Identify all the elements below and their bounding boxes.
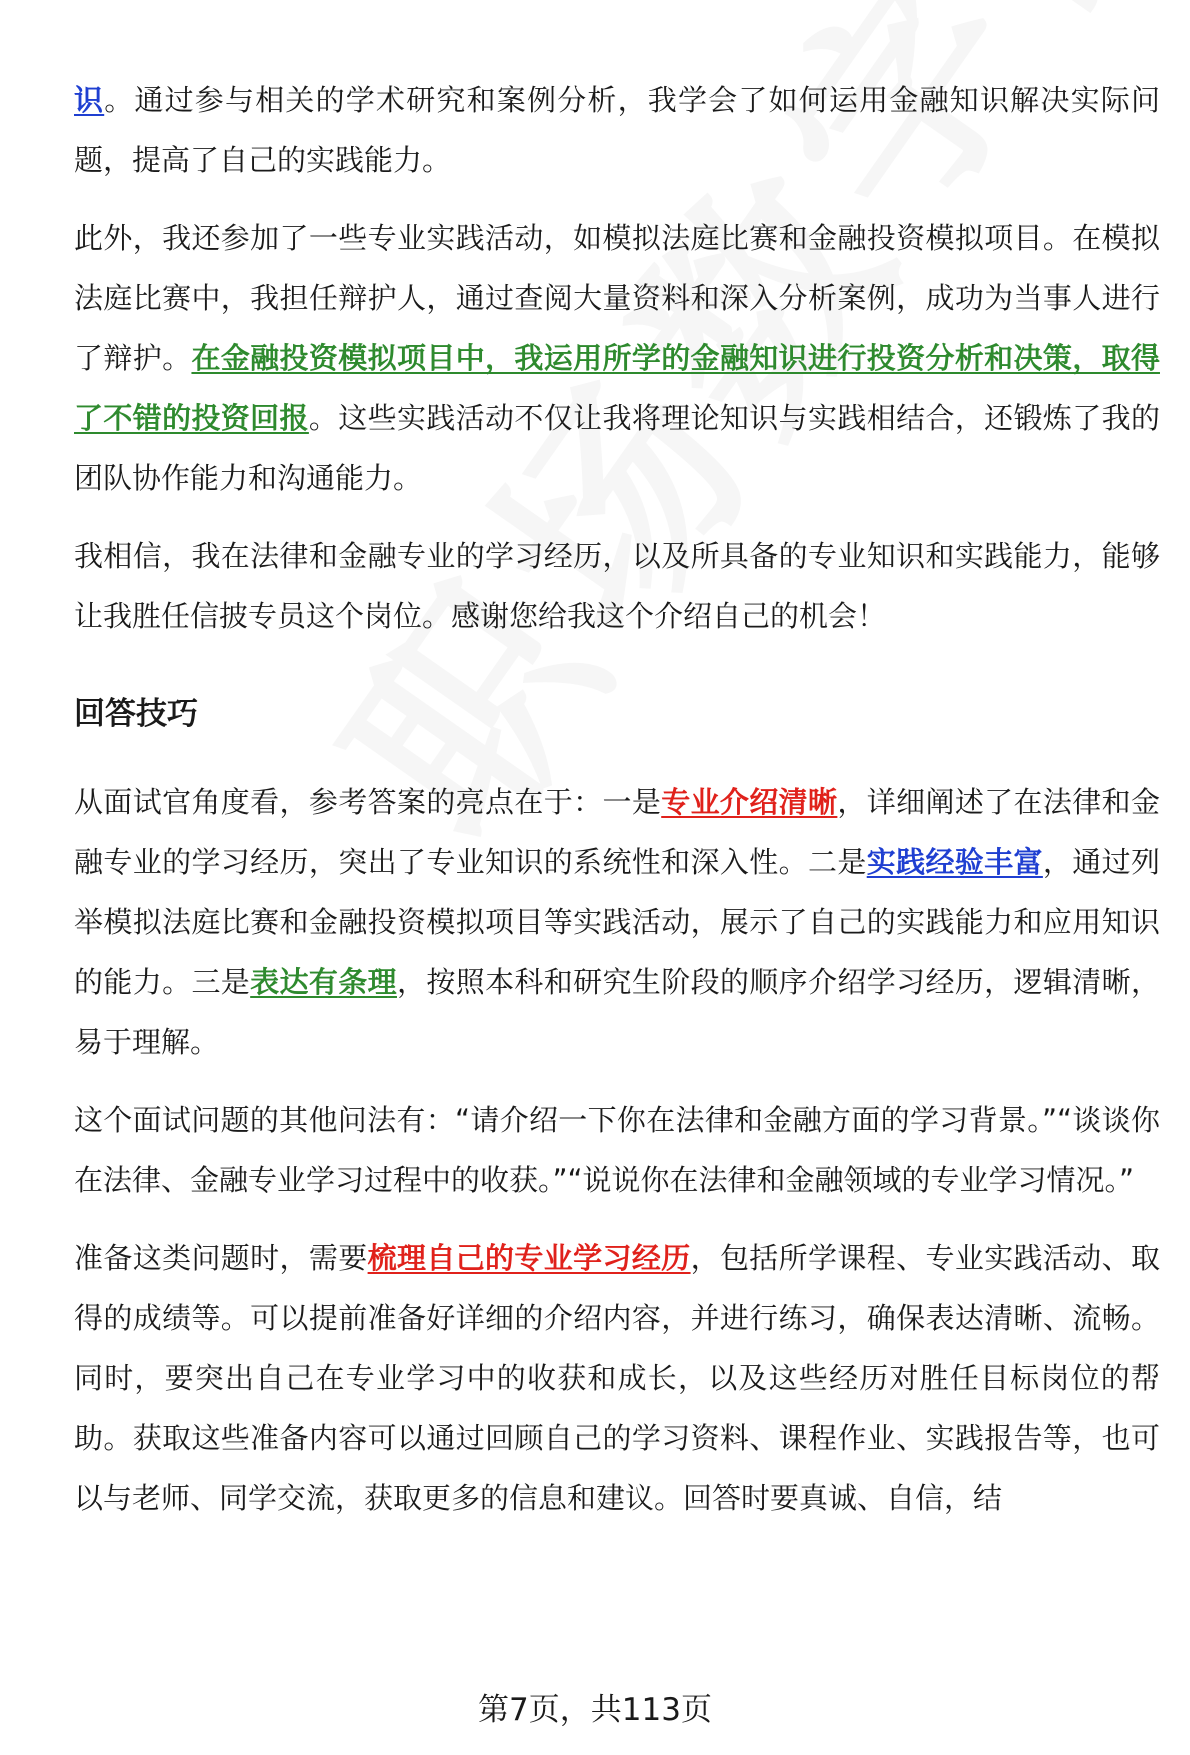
- paragraph-practice-activities: [74, 208, 1160, 508]
- section-heading: 回答技巧: [74, 696, 198, 732]
- page-number: 第7页，共113页: [478, 1692, 712, 1728]
- highlight-clear-introduction: 专业介绍清晰: [661, 785, 838, 819]
- paragraph-highlights: [74, 772, 1160, 1072]
- paragraph-text: 准备这类问题时，需要: [74, 1241, 368, 1275]
- paragraph-text: ，按照本科和研究生阶段的顺序介绍学习经历，逻辑清晰，易于理解。: [74, 965, 1160, 1059]
- highlight-rich-experience: 实践经验丰富: [866, 845, 1043, 879]
- document-body: [74, 70, 1160, 1528]
- highlight-knowledge: 识: [74, 83, 105, 117]
- paragraph-alternative-questions: [74, 1090, 1160, 1210]
- paragraph-text: 从面试官角度看，参考答案的亮点在于：一是: [74, 785, 662, 819]
- paragraph-text: ，包括所学课程、专业实践活动、取得的成绩等。可以提前准备好详细的介绍内容，并进行练习，确保表达清晰、流畅。同时，要突出自己在专业学习中的收获和成长，以及这些经历对胜任目标岗位的帮助。获取这些准备内容可以通过回顾自己的学习资料、课程作业、实践报告等，也可以与老师、同学交流，获取更多的信息和建议。回答时要真诚、自信，结: [74, 1241, 1160, 1515]
- paragraph-text: 此外，我还参加了一些专业实践活动，如模拟法庭比赛和金融投资模拟项目。在模拟法庭比赛中，我担任辩护人，通过查阅大量资料和深入分析案例，成功为当事人进行了辩护。: [74, 221, 1160, 375]
- paragraph-text: ，详细阐述了在法律和金融专业的学习经历，突出了专业知识的系统性和深入性。二是: [74, 785, 1160, 879]
- paragraph-preparation: [74, 1228, 1160, 1528]
- paragraph-text: 。这些实践活动不仅让我将理论知识与实践相结合，还锻炼了我的团队协作能力和沟通能力。: [74, 401, 1160, 495]
- paragraph-text: 。通过参与相关的学术研究和案例分析，我学会了如何运用金融知识解决实际问题，提高了自己的实践能力。: [74, 83, 1160, 177]
- paragraph-text: 这个面试问题的其他问法有：“请介绍一下你在法律和金融方面的学习背景。”“谈谈你在法律、金融专业学习过程中的收获。”“说说你在法律和金融领域的专业学习情况。”: [74, 1103, 1160, 1197]
- paragraph-academic-research: [74, 70, 1160, 190]
- paragraph-text: 我相信，我在法律和金融专业的学习经历，以及所具备的专业知识和实践能力，能够让我胜任信披专员这个岗位。感谢您给我这个介绍自己的机会！: [74, 539, 1160, 633]
- highlight-organized-expression: 表达有条理: [250, 965, 397, 999]
- paragraph-text: ，通过列举模拟法庭比赛和金融投资模拟项目等实践活动，展示了自己的实践能力和应用知识的能力。三是: [74, 845, 1160, 999]
- highlight-review-experience: 梳理自己的专业学习经历: [367, 1241, 691, 1275]
- paragraph-conclusion: [74, 526, 1160, 646]
- highlight-investment-project: 在金融投资模拟项目中，我运用所学的金融知识进行投资分析和决策，取得了不错的投资回报: [74, 341, 1160, 435]
